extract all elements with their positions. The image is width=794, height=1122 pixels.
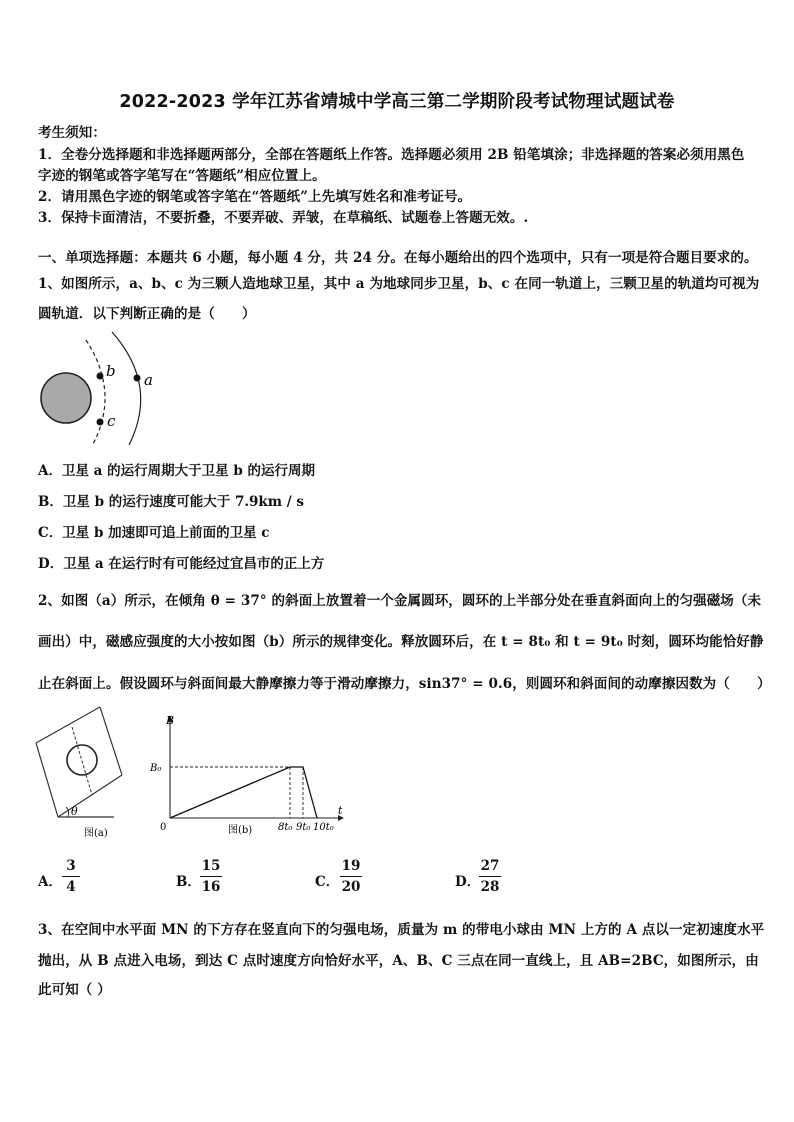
q1-line-1: 1、如图所示，a、b、c 为三颗人造地球卫星，其中 a 为地球同步卫星，b、c 在同一轨道上，三颗卫星的轨道均可视为 [38, 276, 760, 292]
q2-line-1: 2、如图（a）所示，在倾角 θ = 37° 的斜面上放置着一个金属圆环，圆环的上半部分处在垂直斜面向上的匀强磁场（未 [38, 593, 762, 609]
q2-option-c-letter: C． [315, 874, 340, 890]
q3-line-1: 3、在空间中水平面 MN 的下方存在竖直向下的匀强电场，质量为 m 的带电小球由 MN 上方的 A 点以一定初速度水平 [38, 922, 765, 938]
satellite-c [97, 419, 104, 426]
notice-line-2: 2．请用黑色字迹的钢笔或答字笔在“答题纸”上先填写姓名和准考证号。 [38, 189, 472, 205]
q2-option-a-letter: A． [38, 874, 62, 890]
q1-option-c: C．卫星 b 加速即可追上前面的卫星 c [38, 525, 270, 541]
q2-line-3: 止在斜面上。假设圆环与斜面间最大静摩擦力等于滑动摩擦力，sin37° = 0.6，则圆环和斜面间的动摩擦因数为（ ） [38, 676, 771, 692]
q2-option-b-letter: B． [176, 874, 201, 890]
label-b: b [106, 362, 116, 380]
notice-heading: 考生须知： [38, 125, 106, 141]
label-a: a [144, 371, 153, 389]
b-vs-t-curve [170, 767, 317, 818]
satellite-b [97, 373, 104, 380]
q1-line-2: 圆轨道．以下判断正确的是（ ） [38, 306, 256, 322]
theta-label: θ [71, 805, 78, 818]
fig-b-caption: 图(b) [228, 825, 253, 836]
satellite-a [134, 375, 141, 382]
q1-option-d: D．卫星 a 在运行时有可能经过宜昌市的正上方 [38, 556, 325, 572]
q2-option-d-fraction: 27 28 [480, 858, 500, 895]
x-tick-10t0: 10t₀ [313, 822, 334, 833]
q1-option-b: B．卫星 b 的运行速度可能大于 7.9km / s [38, 494, 305, 510]
x-tick-9t0: 9t₀ [296, 822, 311, 833]
x-label: t [338, 804, 343, 817]
metal-ring [67, 745, 97, 775]
origin-label: 0 [160, 822, 167, 833]
x-tick-8t0: 8t₀ [278, 822, 293, 833]
notice-line-1b: 字迹的钢笔或答字笔写在“答题纸”相应位置上。 [38, 168, 326, 184]
y-label: B [166, 714, 175, 727]
earth-icon [41, 373, 91, 423]
q2-figure-b [150, 710, 350, 840]
q1-orbit-figure [34, 330, 164, 445]
q2-figure-a [34, 705, 124, 845]
notice-line-3: 3．保持卡面清洁，不要折叠，不要弄破、弄皱，在草稿纸、试题卷上答题无效。. [38, 210, 529, 226]
q2-option-b-fraction: 15 16 [201, 858, 221, 895]
section-heading: 一、单项选择题：本题共 6 小题，每小题 4 分，共 24 分。在每小题给出的四个选项中，只有一项是符合题目要求的。 [38, 250, 758, 266]
notice-line-1a: 1．全卷分选择题和非选择题两部分，全部在答题纸上作答。选择题必须用 2B 铅笔填涂；非选择题的答案必须用黑色 [38, 147, 745, 163]
y-tick-b0: B₀ [150, 763, 162, 774]
q2-line-2: 画出）中，磁感应强度的大小按如图（b）所示的规律变化。释放圆环后，在 t = 8t₀ 和 t = 9t₀ 时刻，圆环均能恰好静 [38, 634, 764, 650]
q2-option-a-fraction: 3 4 [62, 858, 80, 895]
orbit-a [112, 332, 141, 445]
exam-title: 2022-2023 学年江苏省靖城中学高三第二学期阶段考试物理试题试卷 [119, 92, 675, 112]
q2-option-d-letter: D． [455, 874, 481, 890]
q1-option-a: A．卫星 a 的运行周期大于卫星 b 的运行周期 [38, 463, 315, 479]
q3-line-3: 此可知（ ） [38, 982, 111, 998]
q3-line-2: 抛出，从 B 点进入电场，到达 C 点时速度方向恰好水平，A、B、C 三点在同一直线上，且 AB=2BC，如图所示，由 [38, 953, 759, 969]
q2-option-c-fraction: 19 20 [341, 858, 361, 895]
fig-a-caption: 图(a) [84, 828, 108, 839]
label-c: c [107, 412, 116, 430]
